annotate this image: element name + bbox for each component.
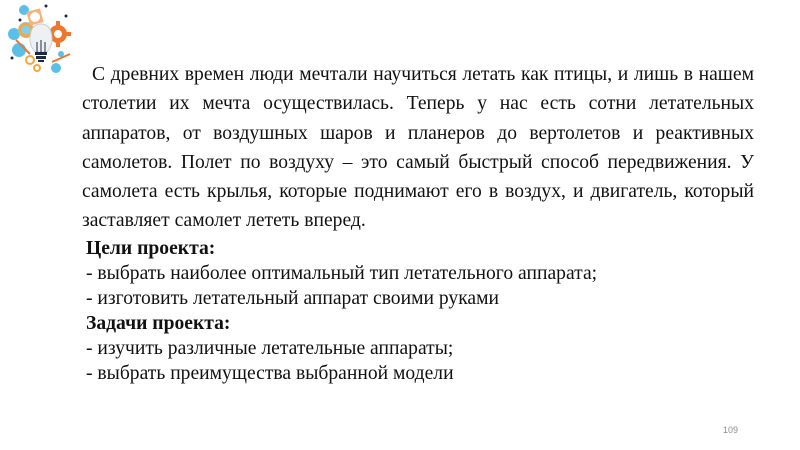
- task-item: - выбрать преимущества выбранной модели: [86, 362, 454, 384]
- tasks-section: [82, 311, 754, 386]
- lightbulb-gears-icon: [6, 2, 76, 74]
- task-item: - изучить различные летательные аппараты;: [86, 337, 454, 359]
- intro-paragraph: С древних времен люди мечтали научиться летать как птицы, и лишь в нашем столетии их мечта осуществилась. Теперь у нас есть сотни летательных аппаратов, от воздушных шаров и планеров до вертолетов и реактивных самолетов. Полет по воздуху – это самый быстрый способ передвижения. У самолета есть крылья, которые поднимают его в воздух, и двигатель, который заставляет самолет лететь вперед.: [82, 64, 754, 232]
- slide-content: [82, 60, 754, 386]
- goal-item: - выбрать наиболее оптимальный тип летательного аппарата;: [86, 262, 598, 284]
- goal-item: - изготовить летательный аппарат своими руками: [86, 287, 500, 309]
- page-number: 109: [722, 425, 738, 435]
- goals-title: Цели проекта:: [86, 237, 216, 259]
- tasks-title: Задачи проекта:: [86, 312, 231, 334]
- goals-section: [82, 236, 754, 311]
